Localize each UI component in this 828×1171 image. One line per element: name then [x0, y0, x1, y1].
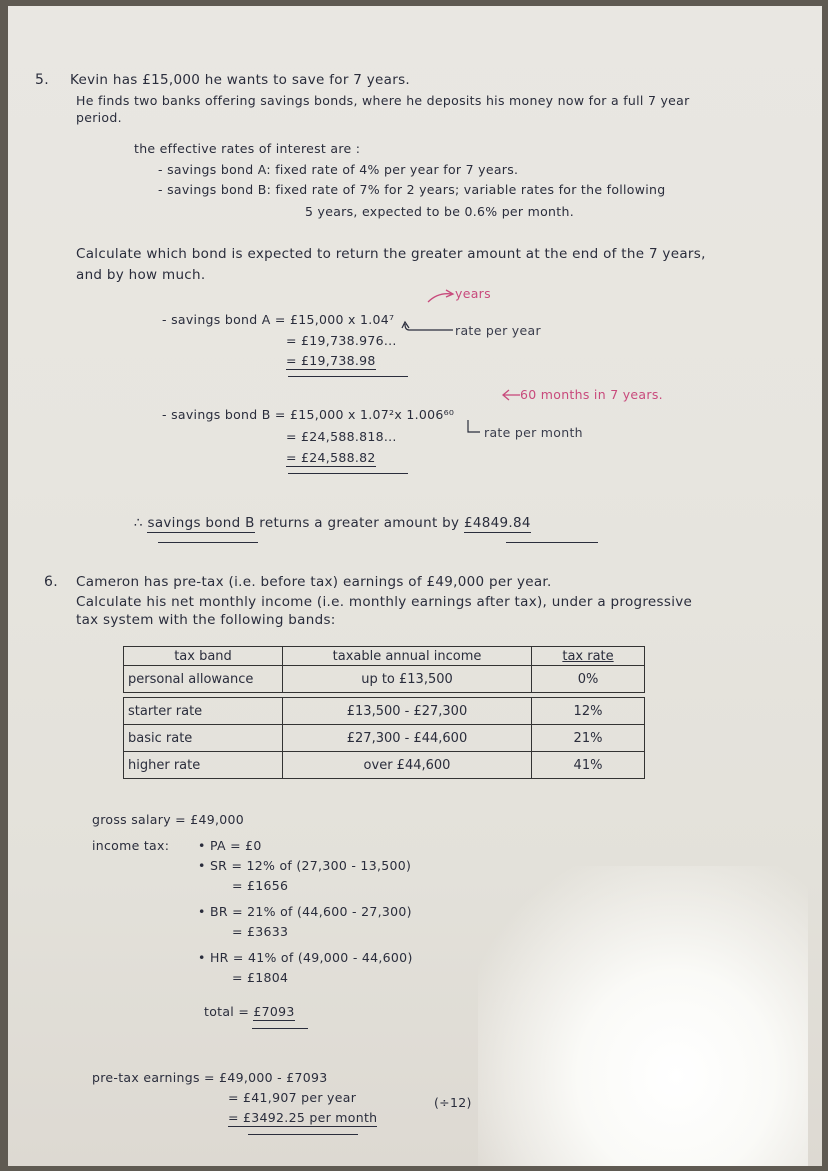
gross-salary: gross salary = £49,000 — [92, 812, 244, 827]
header-taxable-income: taxable annual income — [283, 647, 532, 666]
table-header-row — [124, 647, 645, 666]
band-name: higher rate — [124, 752, 283, 779]
band-rate: 41% — [532, 752, 645, 779]
annotation-rate-per-month: rate per month — [484, 425, 583, 440]
annotation-rate-per-year: rate per year — [455, 323, 541, 338]
therefore-symbol: ∴ — [134, 515, 143, 531]
table-row — [124, 725, 645, 752]
band-income: £13,500 - £27,300 — [283, 698, 532, 725]
header-tax-band: tax band — [124, 647, 283, 666]
monthly-income-result: = £3492.25 per month — [228, 1110, 378, 1125]
band-rate: 21% — [532, 725, 645, 752]
rate-per-year-arrow-icon — [401, 320, 457, 340]
bond-b-result: = £24,588.82 — [286, 450, 376, 465]
bond-a-result: = £19,738.98 — [286, 353, 376, 368]
band-income: up to £13,500 — [283, 666, 532, 693]
bond-b-double-underline — [288, 473, 408, 474]
basic-rate-calc: • BR = 21% of (44,600 - 27,300) — [198, 904, 412, 919]
annotation-years: years — [455, 286, 491, 301]
conclusion-bond: savings bond B — [147, 515, 255, 531]
q5-bond-b-desc2: 5 years, expected to be 0.6% per month. — [305, 204, 574, 219]
annotation-months: 60 months in 7 years. — [520, 387, 663, 402]
q6-number: 6. — [44, 574, 58, 590]
monthly-income-underline — [248, 1134, 358, 1135]
total-label: total = — [204, 1004, 250, 1019]
table-row — [124, 752, 645, 779]
band-income: over £44,600 — [283, 752, 532, 779]
q5-line2: He finds two banks offering savings bonds, where he deposits his money now for a full 7 year — [76, 93, 690, 108]
basic-rate-result: = £3633 — [232, 924, 289, 939]
q6-line3: tax system with the following bands: — [76, 612, 336, 628]
band-name: basic rate — [124, 725, 283, 752]
q5-question1: Calculate which bond is expected to return the greater amount at the end of the 7 years, — [76, 246, 706, 262]
divide-by-12-note: (÷12) — [434, 1095, 472, 1110]
q5-line1: Kevin has £15,000 he wants to save for 7 years. — [70, 72, 410, 88]
q6-line1: Cameron has pre-tax (i.e. before tax) earnings of £49,000 per year. — [76, 574, 552, 590]
bond-a-line2: = £19,738.976... — [286, 333, 397, 348]
higher-rate-calc: • HR = 41% of (49,000 - 44,600) — [198, 950, 413, 965]
q5-number: 5. — [35, 72, 49, 88]
q5-line3: period. — [76, 110, 122, 125]
table-row — [124, 698, 645, 725]
conclusion-amount: £4849.84 — [463, 515, 531, 531]
starter-rate-calc: • SR = 12% of (27,300 - 13,500) — [198, 858, 412, 873]
q5-bond-b-desc: - savings bond B: fixed rate of 7% for 2 years; variable rates for the following — [158, 182, 666, 197]
q5-bond-a-desc: - savings bond A: fixed rate of 4% per year for 7 years. — [158, 162, 519, 177]
bond-a-double-underline — [288, 376, 408, 377]
bond-b-line1: - savings bond B = £15,000 x 1.07²x 1.006⁶⁰ — [162, 407, 455, 422]
income-tax-label: income tax: — [92, 838, 170, 853]
tax-bands-table — [123, 646, 645, 779]
q5-question2: and by how much. — [76, 267, 206, 283]
months-arrow-icon — [500, 388, 522, 402]
q6-line2: Calculate his net monthly income (i.e. monthly earnings after tax), under a progressive — [76, 594, 693, 610]
table-row — [124, 666, 645, 693]
band-name: starter rate — [124, 698, 283, 725]
rate-per-month-arrow-icon — [464, 418, 484, 438]
pretax-earnings-line1: pre-tax earnings = £49,000 - £7093 — [92, 1070, 328, 1085]
notebook-page — [8, 6, 822, 1166]
total-value: £7093 — [253, 1004, 295, 1019]
conclusion-underline-2 — [506, 542, 598, 543]
total-tax — [204, 1004, 295, 1019]
bond-b-line2: = £24,588.818... — [286, 429, 397, 444]
starter-rate-result: = £1656 — [232, 878, 289, 893]
q5-rates-intro: the effective rates of interest are : — [134, 141, 361, 156]
total-double-underline — [252, 1028, 308, 1029]
higher-rate-result: = £1804 — [232, 970, 289, 985]
pretax-earnings-line2: = £41,907 per year — [228, 1090, 357, 1105]
conclusion-underline-1 — [158, 542, 258, 543]
header-tax-rate: tax rate — [532, 647, 645, 666]
band-income: £27,300 - £44,600 — [283, 725, 532, 752]
q5-conclusion — [134, 515, 531, 531]
band-name: personal allowance — [124, 666, 283, 693]
band-rate: 0% — [532, 666, 645, 693]
conclusion-text: returns a greater amount by — [259, 515, 460, 531]
band-rate: 12% — [532, 698, 645, 725]
bond-a-line1: - savings bond A = £15,000 x 1.04⁷ — [162, 312, 395, 327]
personal-allowance-calc: • PA = £0 — [198, 838, 262, 853]
light-glare — [478, 866, 808, 1166]
